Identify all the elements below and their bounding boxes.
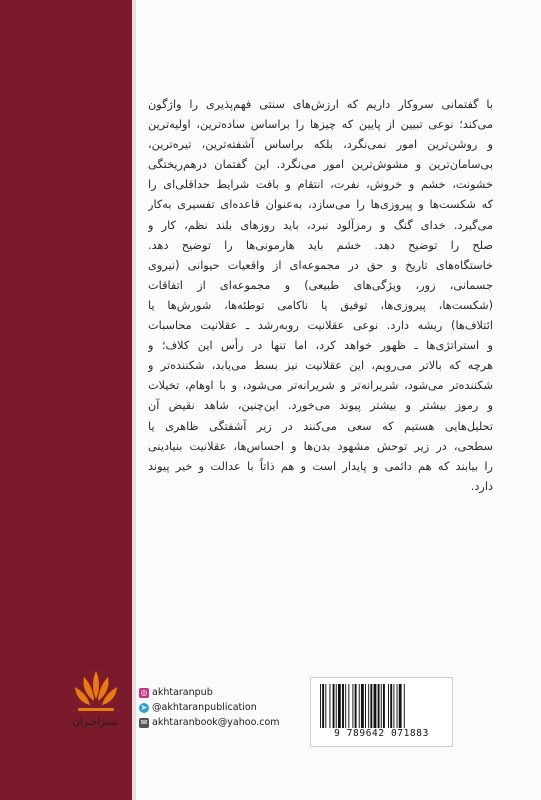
blurb-line: خاستگاه‌های تاریخ و حق در مجموعه‌ای از واقعیات حیوانی (نیروی — [148, 258, 493, 272]
barcode-bar — [342, 684, 344, 728]
barcode-bar — [365, 684, 366, 728]
barcode-bar — [322, 684, 324, 728]
barcode-bar — [404, 684, 405, 728]
barcode-bar — [336, 684, 337, 728]
barcode-bar — [333, 684, 335, 728]
barcode-bar — [359, 684, 360, 728]
email-row[interactable] — [139, 715, 280, 730]
instagram-handle[interactable]: akhtaranpub — [152, 687, 213, 698]
blurb-line: می‌کند؛ نوعی تبیین از پایین که چیزها را براساس ساده‌ترین، اولیه‌ترین — [148, 118, 493, 132]
barcode-bar — [388, 684, 389, 728]
barcode-bar — [381, 684, 382, 728]
barcode-bar — [397, 684, 398, 728]
barcode-number: 9 789642 071883 — [334, 728, 429, 739]
blurb-line: با گفتمانی سروکار داریم که ارزش‌های سنتی فهم‌پذیری را واژگون — [148, 98, 493, 111]
blurb-line: صلح را توضیح دهد. خشم باید هارمونی‌ها را توضیح دهد. — [148, 238, 493, 252]
barcode-bar — [329, 684, 330, 728]
blurb-line: ائتلاف‌ها) ریشه دارد. نوعی عقلانیت روبه‌رشد ـ عقلانیت محاسبات — [148, 319, 493, 333]
instagram-row[interactable] — [139, 685, 280, 700]
instagram-icon: ◎ — [140, 687, 148, 697]
blurb-line: خشونت، خشم و خروش، نفرت، انتقام و بافت شرایط حداقلی‌ای را — [148, 178, 493, 192]
barcode-bar — [361, 684, 364, 728]
barcode-bars — [318, 684, 446, 728]
social-links — [139, 685, 280, 730]
barcode-bar — [368, 684, 369, 728]
barcode-bar — [383, 684, 385, 728]
barcode-bar — [378, 684, 380, 728]
blurb-line: می‌گیرد. خدای گنگ و رمزآلود نبرد، باید روزهای بلند نظم، کار و — [148, 218, 493, 232]
blurb-line: سطحی، در زیر توحش مشهود بدن‌ها و احساس‌ها، عقلانیت بنیادینی — [148, 439, 493, 453]
barcode-bar — [352, 684, 353, 728]
barcode-bar — [399, 684, 402, 728]
blurb-line: را بیابند که هم دائمی و پایدار است و هم ذاتاً با عدالت و خیر پیوند — [148, 459, 493, 473]
telegram-row[interactable] — [139, 700, 280, 715]
email-icon: ✉ — [140, 717, 148, 727]
barcode-bar — [348, 684, 349, 728]
blurb-line: شکننده‌تر می‌شود، شریرانه‌تر و شریرانه‌تر می‌شود، و با اوهام، تخیلات — [148, 379, 493, 393]
barcode-bar — [345, 684, 346, 728]
blurb-line: دارد. — [470, 479, 493, 493]
barcode-bar — [338, 684, 341, 728]
blurb-line: که شکست‌ها و پیروزی‌ها را می‌سازد، به‌عنوان قاعده‌ای تفسیری به‌کار — [148, 198, 493, 212]
barcode-bar — [390, 684, 392, 728]
telegram-handle[interactable]: @akhtaranpublication — [152, 702, 257, 713]
back-cover-blurb — [148, 95, 493, 497]
telegram-icon: ➤ — [140, 702, 148, 712]
blurb-line: هرچه که بالاتر می‌رویم، این عقلانیت نیز بسط می‌یابد، شکننده‌تر و — [148, 359, 493, 373]
barcode-bar — [374, 684, 377, 728]
barcode-bar — [355, 684, 357, 728]
barcode-bar — [370, 684, 372, 728]
email-address[interactable]: akhtaranbook@yahoo.com — [152, 717, 280, 728]
blurb-line: تحلیل‌هایی هستیم که سعی می‌کنند در زیر آشفتگی ظاهری یا — [148, 419, 493, 433]
barcode-bar — [320, 684, 321, 728]
isbn-barcode — [310, 677, 453, 747]
blurb-line: بی‌سامان‌ترین و مشوش‌ترین امور می‌نگرد. این گفتمان درهم‌ریختگی — [148, 158, 493, 172]
blurb-line: و استراتژی‌ها ـ ظهور خواهد کرد، اما تنها در رأس این کلاف؛ و — [148, 339, 493, 353]
blurb-line: و روشن‌ترین امور نمی‌نگرد، بلکه براساس آشفته‌ترین، تیره‌ترین، — [148, 138, 493, 152]
publisher-name: نشراختران — [72, 717, 118, 728]
blurb-line: و رموز بیشتر و بیشتر پیوند می‌خورد. این‌چنین، شاهد نقیض آن — [148, 399, 493, 413]
blurb-line: (شکست‌ها، پیروزی‌ها، توفیق یا ناکامی توطئه‌ها، شورش‌ها یا — [148, 298, 493, 312]
blurb-line: جسمانی، زور، ویژگی‌های طبیعی) و مجموعه‌ای از اتفاقات — [148, 278, 493, 292]
barcode-bar — [393, 684, 394, 728]
barcode-bar — [325, 684, 326, 728]
